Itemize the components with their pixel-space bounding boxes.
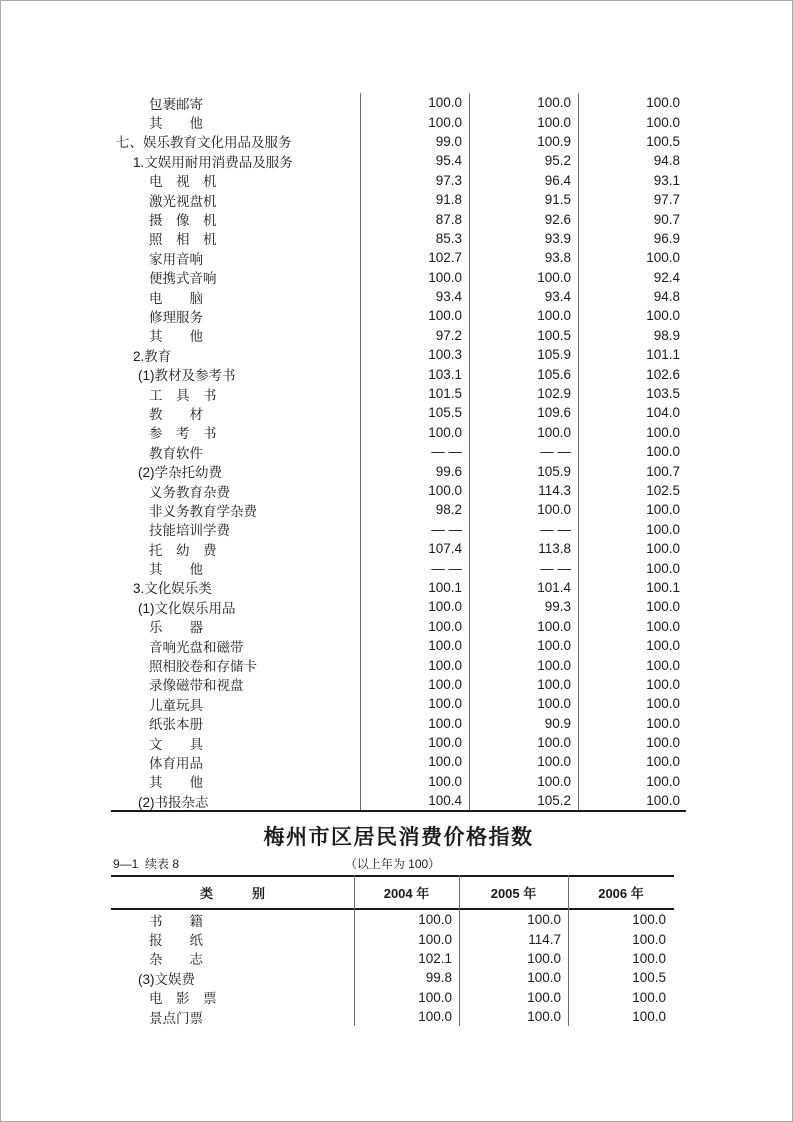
caption-line — [111, 855, 674, 871]
value-cell: 100.3 — [428, 347, 462, 363]
value-cell: 100.0 — [537, 657, 571, 673]
table-row — [111, 791, 686, 810]
column-divider — [578, 93, 579, 810]
row-label: 文 具 — [149, 736, 203, 752]
value-cell: 98.9 — [653, 327, 680, 343]
value-cell: 100.0 — [428, 308, 462, 324]
value-cell: 101.1 — [646, 347, 680, 363]
value-cell: 100.0 — [537, 773, 571, 789]
value-cell: 100.0 — [527, 989, 561, 1005]
value-cell: 100.0 — [537, 735, 571, 751]
value-cell: 100.0 — [646, 754, 680, 770]
price-index-table — [111, 875, 674, 1026]
value-cell: 100.5 — [646, 133, 680, 149]
table-row — [111, 675, 686, 694]
value-cell: 97.2 — [435, 327, 462, 343]
value-cell: 92.6 — [544, 211, 571, 227]
header-category: 类 别 — [199, 886, 265, 901]
value-cell: 93.1 — [653, 172, 680, 188]
value-cell: 91.5 — [544, 192, 571, 208]
value-cell: 100.0 — [527, 970, 561, 986]
value-cell: 100.0 — [646, 250, 680, 266]
row-label: 义务教育杂费 — [149, 484, 230, 500]
row-label: 电 脑 — [149, 290, 203, 306]
table-row — [111, 772, 686, 791]
table-row — [111, 345, 686, 364]
value-cell: 97.7 — [653, 192, 680, 208]
row-label: 其 他 — [149, 116, 203, 132]
value-cell: 100.0 — [646, 676, 680, 692]
value-cell: 100.0 — [428, 618, 462, 634]
table-row — [111, 1007, 674, 1026]
table-row — [111, 209, 686, 228]
value-cell: 103.1 — [428, 366, 462, 382]
row-label: 非义务教育学杂费 — [149, 503, 257, 519]
value-cell: — — — [431, 444, 462, 460]
table-row — [111, 597, 686, 616]
value-cell: 100.0 — [646, 502, 680, 518]
table-body — [111, 910, 674, 1026]
row-label: 技能培训学费 — [149, 523, 230, 539]
value-cell: 100.0 — [646, 114, 680, 130]
row-label: 录像磁带和视盘 — [149, 678, 244, 694]
column-divider — [360, 93, 361, 810]
value-cell: 100.0 — [428, 269, 462, 285]
page-title: 梅州市区居民消费价格指数 — [263, 826, 534, 849]
row-label: 3.文化娱乐类 — [133, 581, 212, 597]
table-row — [111, 636, 686, 655]
table-header-row — [111, 875, 674, 910]
table-row — [111, 442, 686, 461]
value-cell: 100.0 — [537, 269, 571, 285]
value-cell: 100.0 — [428, 599, 462, 615]
value-cell: 100.0 — [537, 638, 571, 654]
table-row — [111, 558, 686, 577]
table-row — [111, 423, 686, 442]
value-cell: 100.0 — [537, 95, 571, 111]
row-label: 工 具 书 — [149, 387, 217, 403]
row-label: 便携式音响 — [149, 271, 217, 287]
value-cell: 100.0 — [418, 931, 452, 947]
value-cell: 91.8 — [435, 192, 462, 208]
value-cell: 93.4 — [435, 289, 462, 305]
row-label: 体育用品 — [149, 755, 203, 771]
value-cell: 100.5 — [537, 327, 571, 343]
table-row — [111, 268, 686, 287]
value-cell: 94.8 — [653, 153, 680, 169]
value-cell: 100.0 — [537, 754, 571, 770]
value-cell: 100.0 — [632, 931, 666, 947]
value-cell: 87.8 — [435, 211, 462, 227]
table-body — [111, 93, 686, 810]
value-cell: 100.0 — [428, 638, 462, 654]
value-cell: 100.0 — [527, 950, 561, 966]
row-label: (2)书报杂志 — [138, 794, 209, 810]
value-cell: — — — [540, 560, 571, 576]
row-label: 摄 像 机 — [149, 213, 217, 229]
value-cell: 100.0 — [646, 657, 680, 673]
table-row — [111, 968, 674, 987]
value-cell: 100.0 — [428, 696, 462, 712]
value-cell: 100.0 — [537, 696, 571, 712]
row-label: 电 视 机 — [149, 174, 217, 190]
value-cell: 100.0 — [646, 444, 680, 460]
value-cell: 100.0 — [646, 308, 680, 324]
value-cell: 100.0 — [428, 657, 462, 673]
value-cell: 100.0 — [632, 950, 666, 966]
row-label: 家用音响 — [149, 251, 203, 267]
table-row — [111, 910, 674, 929]
value-cell: 100.0 — [632, 989, 666, 1005]
row-label: 托 幼 费 — [149, 542, 217, 558]
value-cell: 100.0 — [537, 676, 571, 692]
value-cell: 104.0 — [646, 405, 680, 421]
table-row — [111, 539, 686, 558]
row-label: 其 他 — [149, 562, 203, 578]
value-cell: 100.1 — [428, 579, 462, 595]
value-cell: 114.3 — [538, 483, 571, 498]
column-divider — [568, 875, 569, 1026]
table-row — [111, 132, 686, 151]
value-cell: 100.0 — [428, 424, 462, 440]
value-cell: 100.0 — [632, 912, 666, 928]
value-cell: 102.9 — [537, 386, 571, 402]
column-divider — [459, 875, 460, 1026]
value-cell: 99.0 — [435, 133, 462, 149]
value-cell: 105.2 — [537, 793, 571, 809]
table-row — [111, 500, 686, 519]
table-row — [111, 364, 686, 383]
row-label: 教育软件 — [149, 445, 203, 461]
value-cell: — — — [540, 444, 571, 460]
value-cell: 100.5 — [632, 970, 666, 986]
value-cell: 100.0 — [428, 773, 462, 789]
value-cell: 114.7 — [528, 931, 561, 947]
row-label: 照 相 机 — [149, 232, 217, 248]
table-row — [111, 949, 674, 968]
table-row — [111, 384, 686, 403]
value-cell: 100.0 — [537, 308, 571, 324]
table-row — [111, 617, 686, 636]
value-cell: 101.4 — [537, 579, 571, 595]
value-cell: 107.4 — [428, 541, 462, 557]
table-note: （以上年为 100） — [344, 857, 441, 871]
value-cell: 100.9 — [537, 133, 571, 149]
table-row — [111, 929, 674, 948]
value-cell: 85.3 — [435, 230, 462, 246]
value-cell: 100.0 — [646, 793, 680, 809]
value-cell: 103.5 — [646, 386, 680, 402]
row-label: 乐 器 — [149, 620, 203, 636]
row-label: 参 考 书 — [149, 426, 217, 442]
value-cell: 100.0 — [428, 735, 462, 751]
row-label: (2)学杂托幼费 — [138, 465, 222, 481]
value-cell: 105.9 — [537, 463, 571, 479]
value-cell: 105.9 — [537, 347, 571, 363]
value-cell: 99.8 — [425, 970, 452, 986]
row-label: 教 材 — [149, 406, 203, 422]
value-cell: 100.0 — [428, 676, 462, 692]
value-cell: 102.1 — [418, 950, 452, 966]
value-cell: 99.3 — [544, 599, 571, 615]
row-label: 激光视盘机 — [149, 193, 217, 209]
value-cell: — — — [431, 560, 462, 576]
row-label: 1.文娱用耐用消费品及服务 — [133, 154, 293, 170]
row-label: 其 他 — [149, 775, 203, 791]
value-cell: 100.7 — [646, 463, 680, 479]
row-label: 其 他 — [149, 329, 203, 345]
value-cell: 100.0 — [646, 618, 680, 634]
table-row — [111, 93, 686, 112]
value-cell: 100.0 — [646, 521, 680, 537]
value-cell: 100.0 — [428, 114, 462, 130]
table-row — [111, 287, 686, 306]
value-cell: — — — [540, 521, 571, 537]
table-row — [111, 694, 686, 713]
value-cell: 100.0 — [646, 560, 680, 576]
row-label: 包裹邮寄 — [149, 96, 203, 112]
value-cell: 95.2 — [544, 153, 571, 169]
table-row — [111, 988, 674, 1007]
value-cell: 100.0 — [428, 95, 462, 111]
value-cell: 100.0 — [646, 424, 680, 440]
row-label: 七、娱乐教育文化用品及服务 — [116, 135, 292, 151]
table-row — [111, 752, 686, 771]
value-cell: 96.4 — [544, 172, 571, 188]
value-cell: 100.0 — [428, 483, 462, 498]
value-cell: 113.8 — [538, 541, 571, 557]
value-cell: 100.0 — [418, 1009, 452, 1025]
value-cell: 100.0 — [537, 424, 571, 440]
row-label: 景点门票 — [149, 1010, 203, 1026]
value-cell: 90.9 — [544, 715, 571, 731]
row-label: 报 纸 — [149, 933, 203, 949]
row-label: 纸张本册 — [149, 717, 203, 733]
value-cell: 100.0 — [646, 638, 680, 654]
value-cell: 100.0 — [646, 541, 680, 557]
value-cell: 100.0 — [632, 1009, 666, 1025]
table-row — [111, 578, 686, 597]
table-row — [111, 151, 686, 170]
table-row — [111, 229, 686, 248]
header-year-2005: 2005 年 — [490, 886, 537, 901]
value-cell: 93.9 — [544, 230, 571, 246]
table-row — [111, 403, 686, 422]
header-year-2006: 2006 年 — [598, 886, 644, 901]
table-ref: 9—1 续表 8 — [113, 857, 180, 871]
value-cell: 100.0 — [537, 618, 571, 634]
table-row — [111, 481, 686, 500]
value-cell: 95.4 — [435, 153, 462, 169]
value-cell: 100.0 — [527, 912, 561, 928]
table-row — [111, 248, 686, 267]
value-cell: 102.6 — [646, 366, 680, 382]
table-row — [111, 326, 686, 345]
row-label: (1)文化娱乐用品 — [138, 600, 236, 616]
header-year-2004: 2004 年 — [383, 886, 430, 901]
value-cell: 100.4 — [428, 793, 462, 809]
value-cell: 100.0 — [428, 715, 462, 731]
table-row — [111, 190, 686, 209]
value-cell: 101.5 — [428, 386, 462, 402]
value-cell: 100.1 — [646, 579, 680, 595]
value-cell: 100.0 — [646, 735, 680, 751]
value-cell: 100.0 — [646, 696, 680, 712]
value-cell: 105.5 — [428, 405, 462, 421]
value-cell: 100.0 — [418, 989, 452, 1005]
value-cell: 100.0 — [646, 773, 680, 789]
table-row — [111, 520, 686, 539]
value-cell: 100.0 — [537, 114, 571, 130]
row-label: 儿童玩具 — [149, 697, 203, 713]
row-label: (3)文娱费 — [138, 971, 195, 987]
value-cell: 96.9 — [653, 230, 680, 246]
table-row — [111, 655, 686, 674]
value-cell: 100.0 — [646, 715, 680, 731]
value-cell: 99.6 — [435, 463, 462, 479]
value-cell: — — — [431, 521, 462, 537]
column-divider — [354, 875, 355, 1026]
value-cell: 100.0 — [646, 95, 680, 111]
row-label: (1)教材及参考书 — [138, 368, 236, 384]
value-cell: 97.3 — [435, 172, 462, 188]
column-divider — [469, 93, 470, 810]
value-cell: 93.8 — [544, 250, 571, 266]
row-label: 杂 志 — [149, 952, 203, 968]
value-cell: 100.0 — [418, 912, 452, 928]
value-cell: 100.0 — [428, 754, 462, 770]
value-cell: 105.6 — [537, 366, 571, 382]
table-row — [111, 461, 686, 480]
row-label: 书 籍 — [149, 913, 203, 929]
table-row — [111, 306, 686, 325]
value-cell: 98.2 — [435, 502, 462, 518]
value-cell: 100.0 — [646, 599, 680, 615]
value-cell: 92.4 — [653, 269, 680, 285]
value-cell: 90.7 — [653, 211, 680, 227]
table-row — [111, 112, 686, 131]
row-label: 修理服务 — [149, 310, 203, 325]
table-row — [111, 733, 686, 752]
value-cell: 109.6 — [537, 405, 571, 421]
table-row — [111, 171, 686, 190]
value-cell: 102.7 — [428, 250, 462, 266]
value-cell: 94.8 — [653, 289, 680, 305]
row-label: 2.教育 — [133, 348, 172, 364]
row-label: 音响光盘和磁带 — [149, 639, 244, 655]
price-index-table-continued — [111, 93, 686, 812]
value-cell: 100.0 — [537, 502, 571, 518]
value-cell: 102.5 — [646, 483, 680, 498]
value-cell: 100.0 — [527, 1009, 561, 1025]
table-row — [111, 714, 686, 733]
row-label: 照相胶卷和存储卡 — [149, 659, 257, 675]
row-label: 电 影 票 — [149, 991, 217, 1007]
value-cell: 93.4 — [544, 289, 571, 305]
